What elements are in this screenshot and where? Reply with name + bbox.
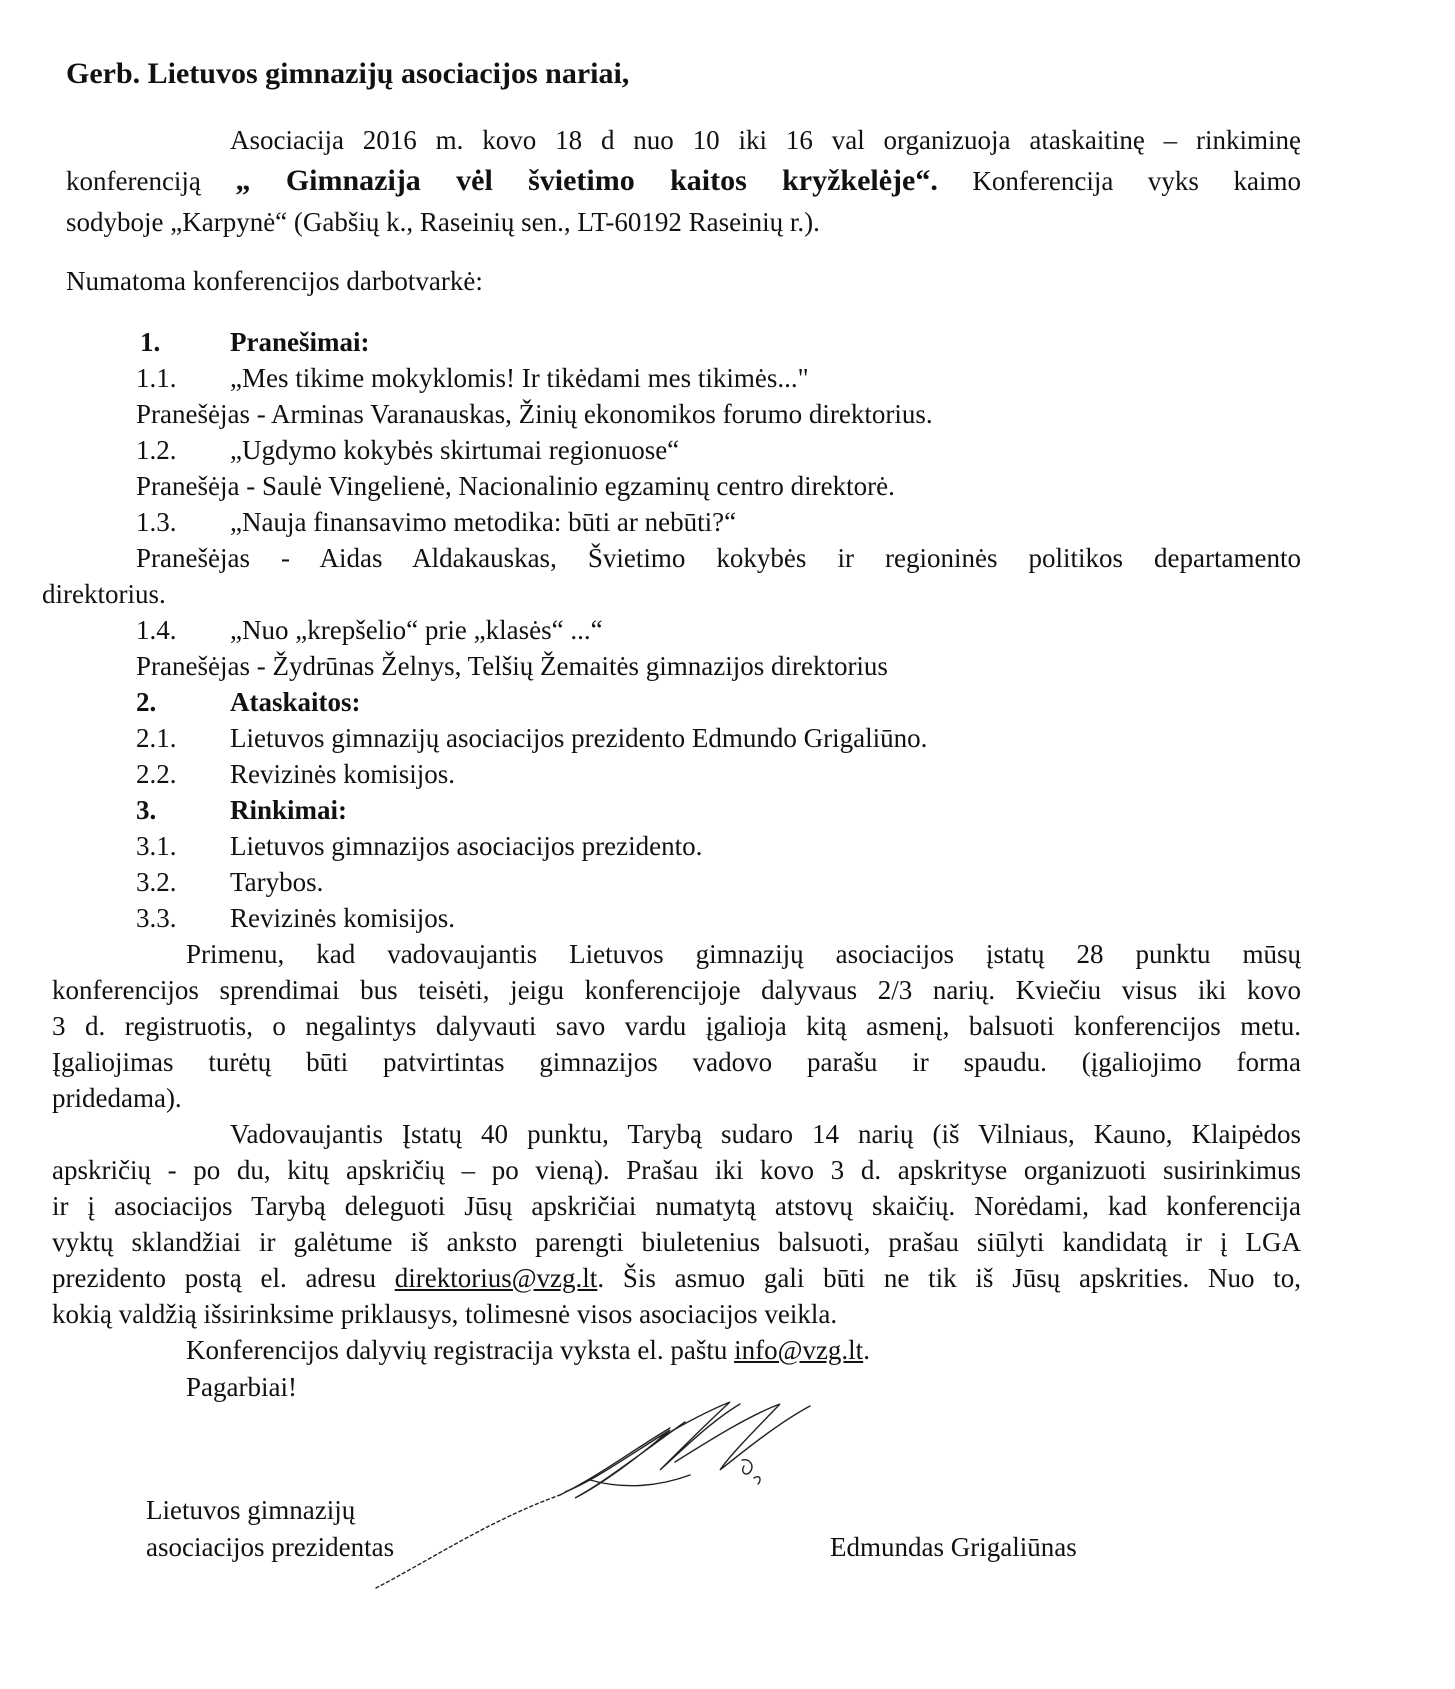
item-3-2-number: 3.2.	[136, 867, 177, 897]
conference-title: „ Gimnazija vėl švietimo kaitos kryžkelėje“.	[235, 164, 938, 197]
intro-line-3: sodyboje „Karpynė“ (Gabšių k., Raseinių sen., LT-60192 Raseinių r.).	[66, 207, 820, 237]
item-1-3-speaker: Pranešėjas - Aidas Aldakauskas, Švietimo kokybės ir regioninės politikos departamento	[136, 543, 1301, 573]
closing: Pagarbiai!	[186, 1372, 297, 1402]
para1-line-5: pridedama).	[52, 1083, 182, 1113]
item-3-3-number: 3.3.	[136, 903, 177, 933]
item-1-4-speaker: Pranešėjas - Žydrūnas Želnys, Telšių Žemaitės gimnazijos direktorius	[136, 651, 888, 681]
intro-line-2-end: Konferencija vyks kaimo	[937, 166, 1301, 196]
item-2-1-text: Lietuvos gimnazijų asociacijos prezidento Edmundo Grigaliūno.	[230, 723, 928, 753]
item-1-1-text: „Mes tikime mokyklomis! Ir tikėdami mes tikimės..."	[230, 363, 809, 393]
item-2-2-text: Revizinės komisijos.	[230, 759, 455, 789]
registration-end: .	[863, 1335, 870, 1365]
section-1-number: 1.	[140, 327, 161, 357]
item-1-2-number: 1.2.	[136, 435, 177, 465]
intro-line-1: Asociacija 2016 m. kovo 18 d nuo 10 iki 16 val organizuoja ataskaitinę – rinkiminę	[230, 125, 1301, 155]
item-2-2-number: 2.2.	[136, 759, 177, 789]
item-3-2-text: Tarybos.	[230, 867, 324, 897]
section-3-title: Rinkimai:	[230, 795, 348, 825]
para2-line-5-start: prezidento postą el. adresu	[52, 1263, 395, 1293]
para1-line-2: konferencijos sprendimai bus teisėti, jeigu konferencijoje dalyvaus 2/3 narių. Kviečiu visus iki kovo	[52, 975, 1301, 1005]
para1-line-4: Įgaliojimas turėtų būti patvirtintas gimnazijos vadovo parašu ir spaudu. (įgaliojimo forma	[52, 1047, 1301, 1077]
intro-line-2	[66, 165, 1301, 197]
para2-line-3: ir į asociacijos Tarybą deleguoti Jūsų apskričiai numatytą atstovų skaičių. Norėdami, kad konferencija	[52, 1191, 1301, 1221]
signer-title-line-1: Lietuvos gimnazijų	[146, 1495, 356, 1525]
para2-line-5-end: . Šis asmuo gali būti ne tik iš Jūsų apskrities. Nuo to,	[597, 1263, 1302, 1293]
item-3-1-number: 3.1.	[136, 831, 177, 861]
item-1-3-text: „Nauja finansavimo metodika: būti ar nebūti?“	[230, 507, 737, 537]
para2-line-6: kokią valdžią išsirinksime priklausys, tolimesnė visos asociacijos veikla.	[52, 1299, 838, 1329]
info-email-link[interactable]: info@vzg.lt	[734, 1335, 864, 1365]
greeting: Gerb. Lietuvos gimnazijų asociacijos nariai,	[66, 57, 630, 90]
director-email-link[interactable]: direktorius@vzg.lt	[394, 1263, 598, 1293]
para1-line-1: Primenu, kad vadovaujantis Lietuvos gimnazijų asociacijos įstatų 28 punktu mūsų	[186, 939, 1301, 969]
item-1-2-speaker: Pranešėja - Saulė Vingelienė, Nacionalinio egzaminų centro direktorė.	[136, 471, 895, 501]
item-1-3-speaker-cont: direktorius.	[42, 579, 166, 609]
section-2-title: Ataskaitos:	[230, 687, 361, 717]
section-3-number: 3.	[136, 795, 157, 825]
para1-line-3: 3 d. registruotis, o negalintys dalyvauti savo vardu įgalioja kitą asmenį, balsuoti konferencijos metu.	[52, 1011, 1301, 1041]
signer-name: Edmundas Grigaliūnas	[830, 1532, 1077, 1562]
section-2-number: 2.	[136, 687, 157, 717]
para2-line-2: apskričių - po du, kitų apskričių – po vieną). Prašau iki kovo 3 d. apskrityse organizuoti susirinkimus	[52, 1155, 1301, 1185]
para2-line-4: vyktų sklandžiai ir galėtume iš anksto parengti biuletenius balsuoti, prašau siūlyti kandidatą ir į LGA	[52, 1227, 1301, 1257]
item-1-1-number: 1.1.	[136, 363, 177, 393]
item-1-4-number: 1.4.	[136, 615, 177, 645]
item-3-1-text: Lietuvos gimnazijos asociacijos prezidento.	[230, 831, 703, 861]
registration-line	[186, 1334, 870, 1366]
item-1-1-speaker: Pranešėjas - Arminas Varanauskas, Žinių ekonomikos forumo direktorius.	[136, 399, 933, 429]
item-2-1-number: 2.1.	[136, 723, 177, 753]
handwritten-signature	[370, 1400, 840, 1600]
para2-line-1: Vadovaujantis Įstatų 40 punktu, Tarybą sudaro 14 narių (iš Vilniaus, Kauno, Klaipėdos	[230, 1119, 1301, 1149]
item-1-2-text: „Ugdymo kokybės skirtumai regionuose“	[230, 435, 680, 465]
intro-line-2-start: konferenciją	[66, 166, 236, 196]
section-1-title: Pranešimai:	[230, 327, 370, 357]
para2-line-5	[52, 1262, 1301, 1294]
item-1-4-text: „Nuo „krepšelio“ prie „klasės“ ...“	[230, 615, 603, 645]
agenda-heading: Numatoma konferencijos darbotvarkė:	[66, 266, 483, 296]
item-1-3-number: 1.3.	[136, 507, 177, 537]
item-3-3-text: Revizinės komisijos.	[230, 903, 455, 933]
registration-text: Konferencijos dalyvių registracija vyksta el. paštu	[186, 1335, 735, 1365]
signer-title-line-2: asociacijos prezidentas	[146, 1532, 395, 1562]
